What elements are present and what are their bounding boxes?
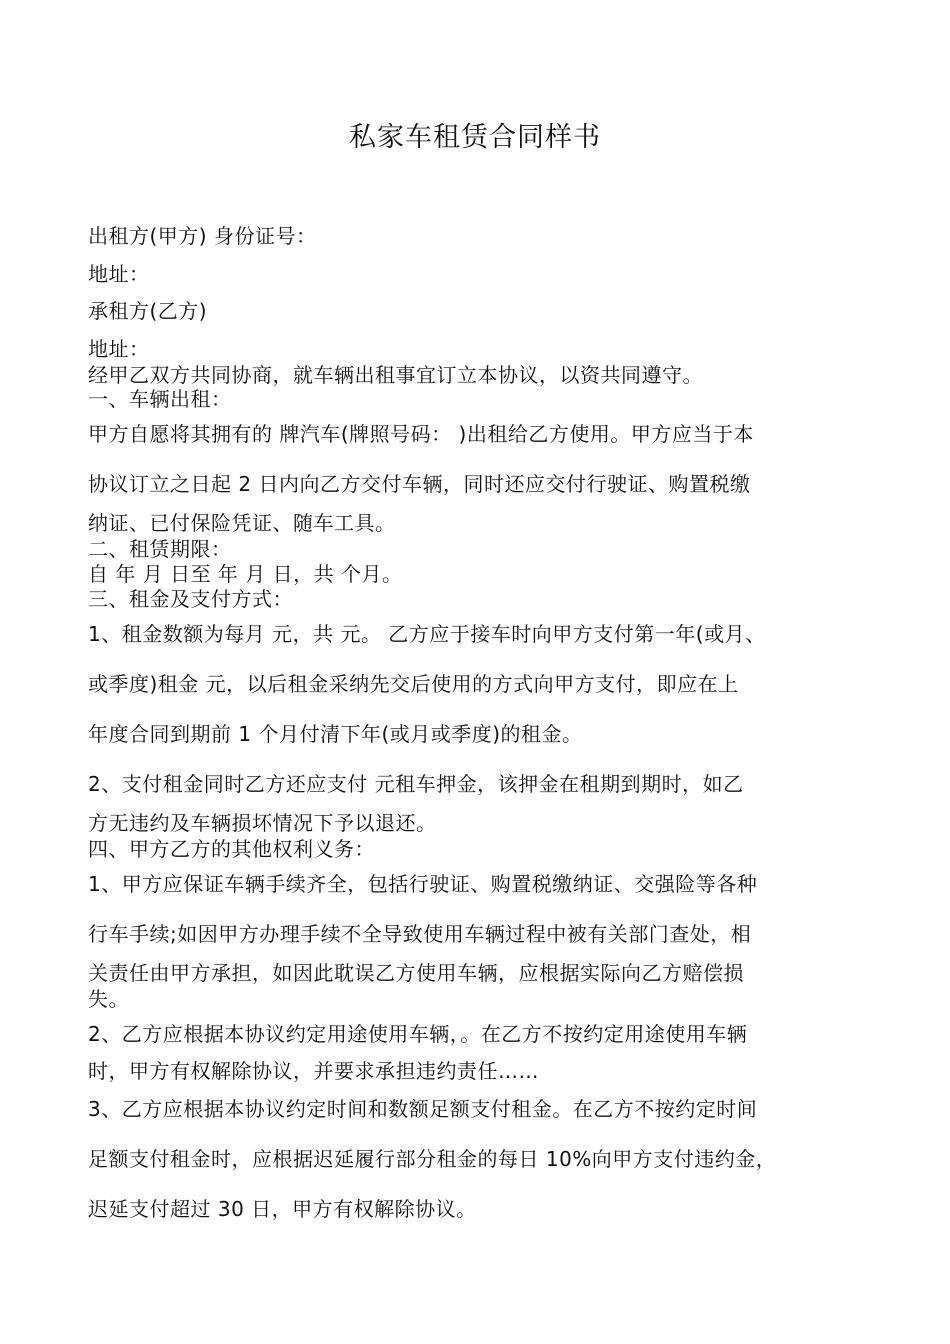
- text-line: 甲方自愿将其拥有的 牌汽车(牌照号码： )出租给乙方使用。甲方应当于本: [88, 422, 754, 446]
- text-line: 迟延支付超过 30 日，甲方有权解除协议。: [88, 1197, 477, 1221]
- section-heading: 三、租金及支付方式：: [88, 587, 293, 611]
- text-line: 3、乙方应根据本协议约定时间和数额足额支付租金。在乙方不按约定时间: [88, 1097, 758, 1121]
- text-line: 失。: [88, 987, 129, 1011]
- text-line: 2、支付租金同时乙方还应支付 元租车押金，该押金在租期到期时，如乙: [88, 772, 744, 796]
- text-line: 1、甲方应保证车辆手续齐全，包括行驶证、购置税缴纳证、交强险等各种: [88, 872, 758, 896]
- section-heading: 四、甲方乙方的其他权利义务：: [88, 837, 375, 861]
- text-line: 出租方(甲方) 身份证号：: [88, 224, 317, 248]
- text-line: 经甲乙双方共同协商，就车辆出租事宜订立本协议，以资共同遵守。: [88, 363, 703, 387]
- text-line: 纳证、已付保险凭证、随车工具。: [88, 511, 396, 535]
- section-heading: 二、租赁期限：: [88, 537, 232, 561]
- text-line: 2、乙方应根据本协议约定用途使用车辆，。在乙方不按约定用途使用车辆: [88, 1022, 748, 1046]
- text-line: 时，甲方有权解除协议，并要求承担违约责任……: [88, 1059, 539, 1083]
- text-line: 或季度)租金 元，以后租金采纳先交后使用的方式向甲方支付，即应在上: [88, 672, 739, 696]
- text-line: 年度合同到期前 1 个月付清下年(或月或季度)的租金。: [88, 722, 583, 746]
- text-line: 1、租金数额为每月 元，共 元。 乙方应于接车时向甲方支付第一年(或月、: [88, 622, 766, 646]
- text-line: 地址：: [88, 337, 150, 361]
- text-line: 自 年 月 日至 年 月 日，共 个月。: [88, 562, 403, 586]
- section-heading: 一、车辆出租：: [88, 387, 232, 411]
- text-line: 关责任由甲方承担，如因此耽误乙方使用车辆，应根据实际向乙方赔偿损: [88, 961, 744, 985]
- document-title: 私家车租赁合同样书: [349, 122, 601, 153]
- text-line: 地址：: [88, 262, 150, 286]
- text-line: 协议订立之日起 2 日内向乙方交付车辆，同时还应交付行驶证、购置税缴: [88, 472, 751, 496]
- text-line: 行车手续;如因甲方办理手续不全导致使用车辆过程中被有关部门查处，相: [88, 922, 752, 946]
- text-line: 方无违约及车辆损坏情况下予以退还。: [88, 811, 437, 835]
- text-line: 承租方(乙方): [88, 299, 208, 323]
- text-line: 足额支付租金时，应根据迟延履行部分租金的每日 10%向甲方支付违约金，: [88, 1147, 777, 1171]
